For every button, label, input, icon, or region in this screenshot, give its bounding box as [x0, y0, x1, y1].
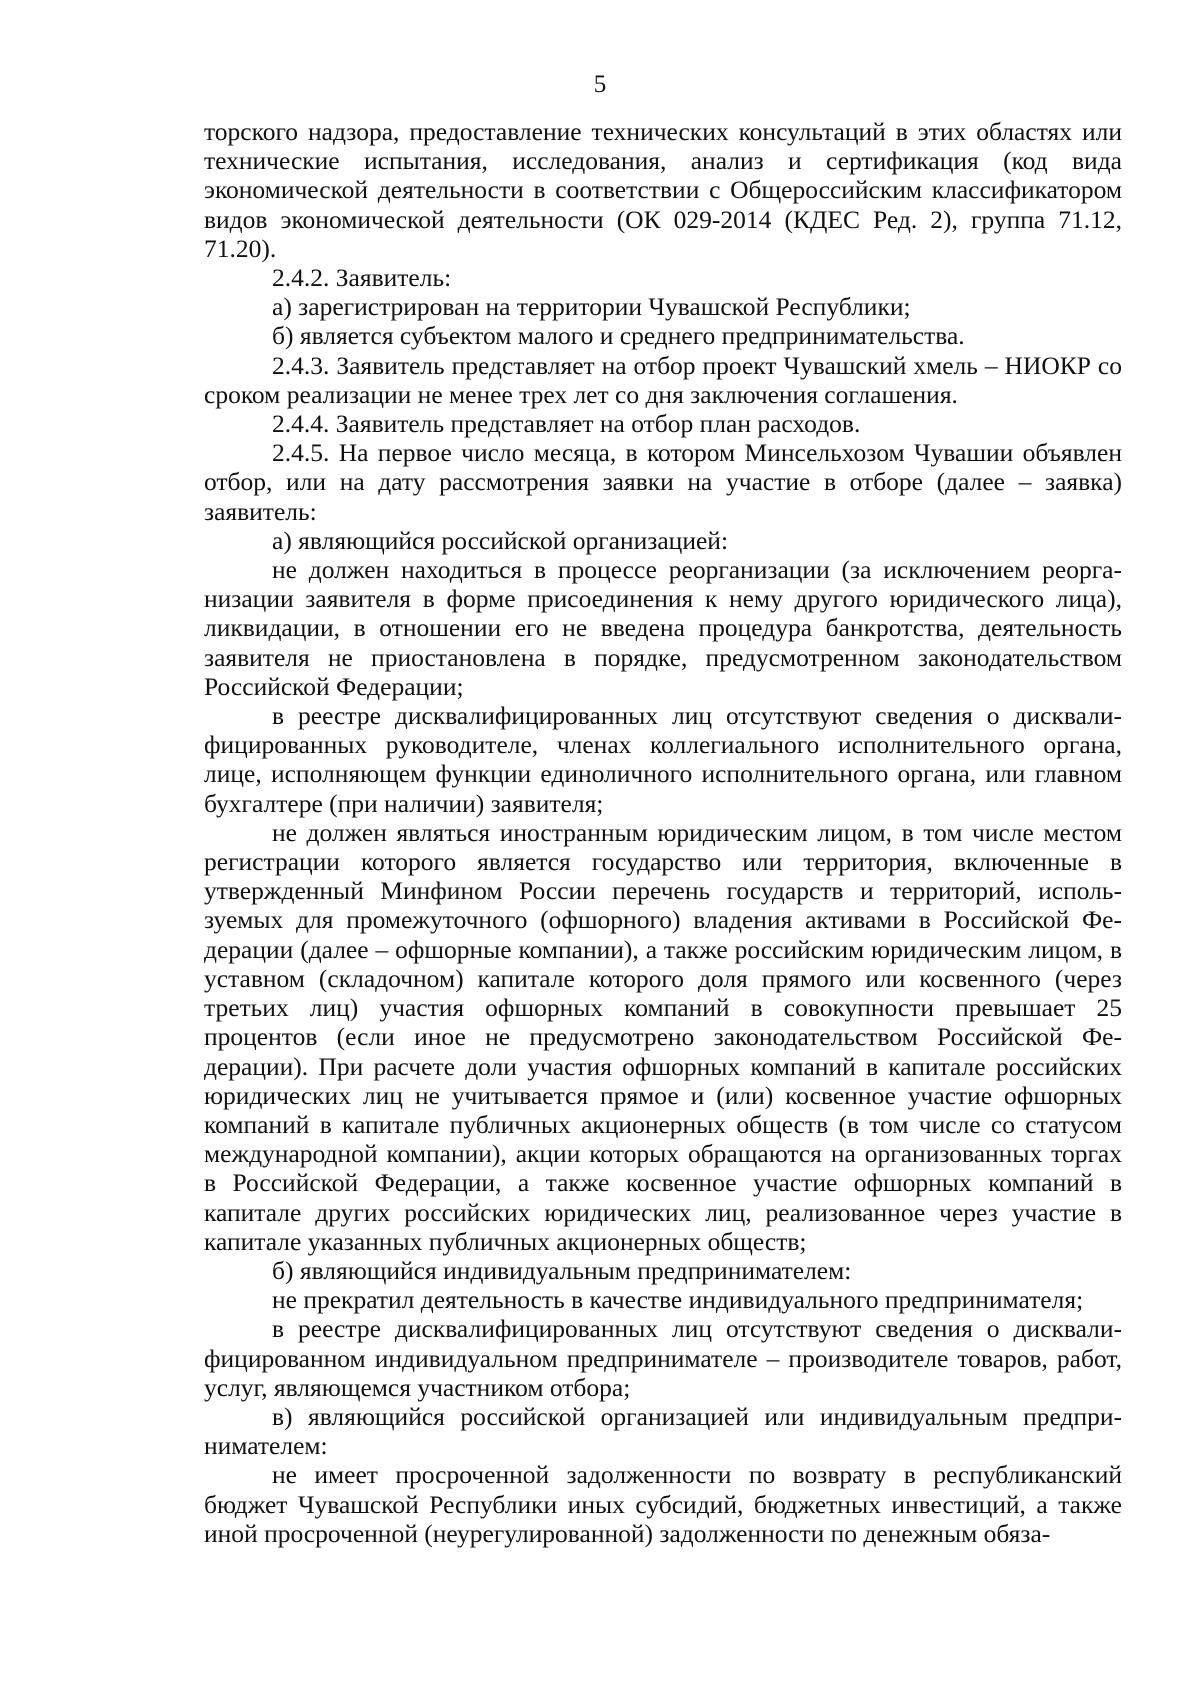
paragraph: а) зарегистрирован на территории Чувашской Республики;: [272, 292, 911, 322]
paragraph: б) является субъектом малого и среднего предпринимательства.: [272, 321, 965, 351]
paragraph: 2.4.4. Заявитель представляет на отбор план расходов.: [272, 409, 861, 439]
document-body: [204, 117, 1122, 1548]
paragraph: торского надзора, предоставление технических консультаций в этих областях или технические испытания, исследования, анализ и сертификация (код вида экономической деятельности в соответствии с Общероссийским классификатором видов экономической деятельности (ОК 029-2014 (КДЕС Ред. 2), группа 71.12, 71.20).: [204, 117, 1122, 263]
paragraph: 2.4.2. Заявитель:: [272, 263, 452, 293]
paragraph: не прекратил деятельность в качестве индивидуального предпринимателя;: [272, 1285, 1084, 1315]
paragraph: не должен являться иностранным юридическим лицом, в том числе местом регистрации которого является государство или территория, включенные в утвержденный Минфином России перечень государств и территорий, используемых для промежуточного (офшорного) владения активами в Российской Федерации (далее – офшорные компании), а также российским юридическим лицом, в уставном (складочном) капитале которого доля прямого или косвенного (через третьих лиц) участия офшорных компаний в совокупности превышает 25 процентов (если иное не предусмотрено законодательством Российской Федерации). При расчете доли участия офшорных компаний в капитале российских юридических лиц не учитывается прямое и (или) косвенное участие офшорных компаний в капитале публичных акционерных обществ (в том числе со статусом международной компании), акции которых обращаются на организованных торгах в Российской Федерации, а также косвенное участие офшорных компаний в капитале других российских юридических лиц, реализованное через участие в капитале указанных публичных акционерных обществ;: [204, 817, 1122, 1256]
page-number: 5: [593, 71, 607, 98]
paragraph: в) являющийся российской организацией или индивидуальным предпринимателем:: [204, 1401, 1122, 1461]
paragraph: не имеет просроченной задолженности по возврату в республиканский бюджет Чувашской Республики иных субсидий, бюджетных инвестиций, а также иной просроченной (неурегулированной) задолженности по денежным обяза-: [204, 1460, 1122, 1548]
paragraph: 2.4.3. Заявитель представляет на отбор проект Чувашский хмель – НИОКР со сроком реализации не менее трех лет со дня заключения соглашения.: [204, 350, 1122, 409]
paragraph: в реестре дисквалифицированных лиц отсутствуют сведения о дисквалифицированных руководителе, членах коллегиального исполнительного органа, лице, исполняющем функции единоличного исполнительного органа, или главном бухгалтере (при наличии) заявителя;: [204, 701, 1122, 818]
paragraph: б) являющийся индивидуальным предпринимателем:: [272, 1255, 852, 1285]
paragraph: 2.4.5. На первое число месяца, в котором Минсельхозом Чувашии объявлен отбор, или на дату рассмотрения заявки на участие в отборе (далее – заявка) заявитель:: [204, 438, 1122, 526]
paragraph: в реестре дисквалифицированных лиц отсутствуют сведения о дисквалифицированном индивидуальном предпринимателе – производителе товаров, работ, услуг, являющемся участником отбора;: [204, 1314, 1122, 1402]
paragraph: не должен находиться в процессе реорганизации (за исключением реорганизации заявителя в форме присоединения к нему другого юридического лица), ликвидации, в отношении его не введена процедура банкротства, деятельность заявителя не приостановлена в порядке, предусмотренном законодательством Российской Федерации;: [204, 555, 1122, 701]
paragraph: а) являющийся российской организацией:: [272, 525, 729, 555]
